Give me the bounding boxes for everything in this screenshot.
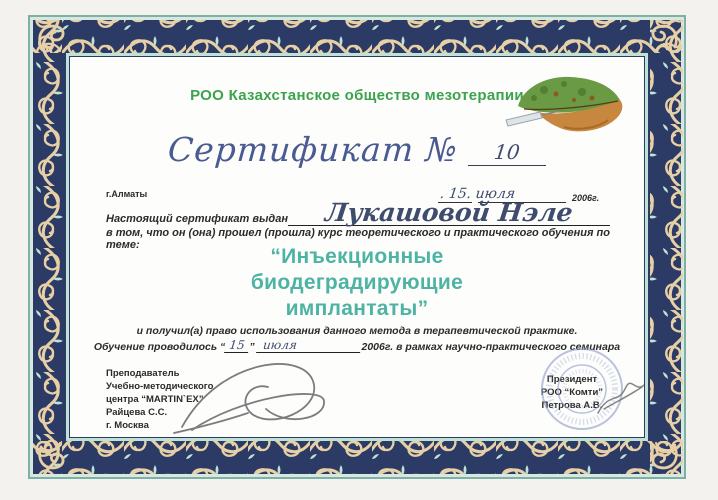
training-prefix: Обучение проводилось “ [93, 341, 226, 353]
training-suffix: 2006г. в рамках научно-практического семинара [361, 341, 621, 353]
certificate-number-handwritten: 10 [492, 140, 522, 164]
recipient-handwritten: Лукашовой Нэле [323, 198, 575, 227]
organization-header: РОО Казахстанское общество мезотерапии [190, 87, 524, 104]
teacher-signature-block [106, 367, 213, 432]
president-line-3: Петрова А.В. [541, 400, 603, 411]
teacher-line-5: г. Москва [106, 420, 149, 431]
city-label: г.Алматы [106, 189, 148, 199]
certificate-number-line [468, 133, 546, 166]
topic-line-1: “Инъекционные [270, 245, 444, 268]
topic-line-2: биодеградирующие [250, 271, 464, 294]
teacher-line-1: Преподаватель [106, 368, 180, 379]
clause-text: в том, что он (она) прошел (прошла) курс теоретического и практического обучения по теме: [106, 227, 610, 251]
certificate-title-row [70, 130, 644, 169]
leaf-with-syringe-icon [504, 70, 630, 134]
training-line [70, 338, 644, 353]
title-script [166, 130, 460, 169]
training-day-handwritten: 15 [224, 338, 250, 353]
teacher-line-3: центра “MARTIN`EX” [106, 394, 204, 405]
topic-heading [70, 244, 644, 322]
president-line-1: Президент [546, 374, 598, 385]
president-line-2: РОО “Комти” [540, 387, 604, 398]
teacher-line-2: Учебно-методического [106, 381, 214, 392]
certificate-paper [70, 57, 644, 437]
teacher-line-4: Райцева С.С. [106, 407, 168, 418]
topic-line-3: имплантаты” [285, 297, 429, 320]
issued-label: Настоящий сертификат выдан [106, 213, 288, 225]
year-label: 2006г. [572, 193, 600, 203]
rights-text: и получил(а) право использования данного метода в терапевтической практике. [136, 325, 578, 337]
numero-sign: № [424, 130, 460, 169]
training-month-handwritten: июля [257, 338, 363, 353]
training-close-quote: ” [249, 341, 255, 353]
title-word: Сертификат [166, 130, 416, 169]
president-signature-block [502, 373, 642, 412]
date-handwritten: . 15. июля [439, 186, 517, 202]
